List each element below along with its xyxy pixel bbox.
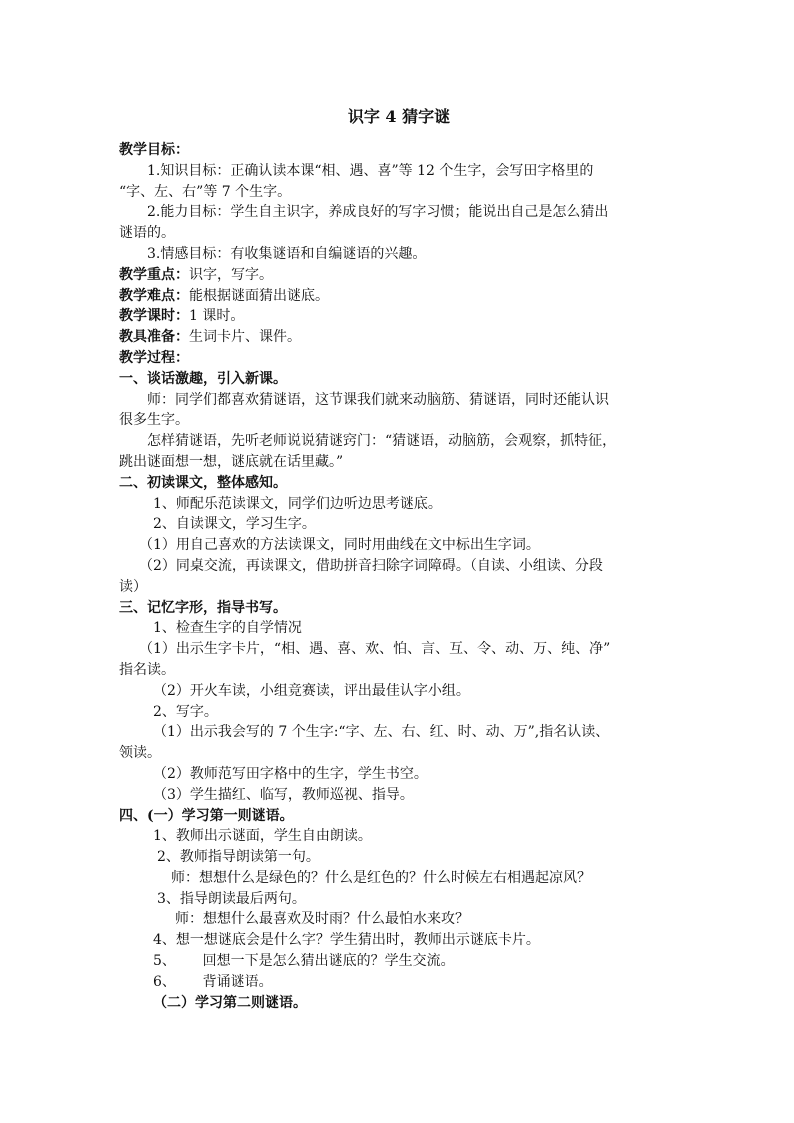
section-2-item-2-2-line-1: （2）同桌交流，再读课文，借助拼音扫除字词障碍。（自读、小组读、分段: [139, 557, 603, 574]
class-hours-label: 教学课时：: [119, 308, 189, 325]
key-points-text: 识字，写字。: [189, 266, 273, 283]
section-2-item-2: 2、自读课文，学习生字。: [153, 516, 316, 533]
difficult-points-text: 能根据谜面猜出谜底。: [189, 287, 329, 304]
section-3-item-2-3: （3）学生描红、临写，教师巡视、指导。: [153, 786, 414, 803]
goal-1-line-1: 1.知识目标：正确认读本课“相、遇、喜”等 12 个生字，会写田字格里的: [147, 162, 594, 179]
section-3-item-2-2: （2）教师范写田字格中的生字，学生书空。: [153, 765, 428, 782]
goal-2-line-2: 谜语的。: [119, 225, 175, 242]
key-points-label: 教学重点：: [119, 266, 189, 283]
section-4-item-4: 4、想一想谜底会是什么字？学生猜出时，教师出示谜底卡片。: [153, 932, 540, 949]
section-4-item-3: 3、指导朗读最后两句。: [157, 890, 306, 907]
section-3-item-2-1-line-2: 领读。: [119, 745, 161, 762]
section-1-para-1-line-2: 很多生字。: [119, 412, 189, 429]
section-4-item-5: 5、 回想一下是怎么猜出谜底的？学生交流。: [153, 953, 455, 970]
section-1-para-2-line-2: 跳出谜面想一想，谜底就在话里藏。”: [119, 453, 344, 470]
section-1-para-1-line-1: 师：同学们都喜欢猜谜语，这节课我们就来动脑筋、猜谜语，同时还能认识: [147, 391, 609, 408]
section-3-item-1: 1、检查生字的自学情况: [153, 620, 302, 637]
key-points: [119, 265, 679, 286]
section-4-item-2-question: 师：想想什么是绿色的？什么是红色的？什么时候左右相遇起凉风？: [171, 869, 591, 886]
teaching-aids-text: 生词卡片、课件。: [189, 329, 301, 346]
goal-3: 3.情感目标：有收集谜语和自编谜语的兴趣。: [147, 245, 427, 262]
difficult-points-label: 教学难点：: [119, 287, 189, 304]
teaching-aids-label: 教具准备：: [119, 329, 189, 346]
goals-heading: 教学目标：: [119, 142, 189, 158]
class-hours: [119, 306, 679, 327]
section-3-item-1-1-line-1: （1）出示生字卡片，“相、遇、喜、欢、怕、言、互、令、动、万、纯、净”: [139, 641, 611, 658]
section-4-part-2-heading: （二）学习第二则谜语。: [153, 994, 307, 1011]
process-heading: 教学过程：: [119, 349, 189, 366]
section-3-item-1-1-line-2: 指名读。: [119, 661, 175, 678]
goal-2-line-1: 2.能力目标：学生自主识字，养成良好的写字习惯；能说出自己是怎么猜出: [147, 204, 609, 221]
section-4-item-6: 6、 背诵谜语。: [153, 973, 273, 990]
section-1-heading: 一、谈话激趣，引入新课。: [119, 370, 287, 387]
section-3-heading: 三、记忆字形，指导书写。: [119, 599, 287, 616]
section-2-item-2-2-line-2: 读）: [119, 578, 147, 595]
document-body: [119, 106, 679, 1013]
section-2-item-2-1: （1）用自己喜欢的方法读课文，同时用曲线在文中标出生字词。: [139, 537, 540, 554]
section-1-para-2-line-1: 怎样猜谜语，先听老师说说猜谜窍门：“猜谜语，动脑筋，会观察，抓特征，: [147, 433, 617, 450]
goal-1-line-2: “字、左、右”等 7 个生字。: [119, 183, 292, 200]
difficult-points: [119, 286, 679, 307]
section-3-item-2-1-line-1: （1）出示我会写的 7 个生字:“字、左、右、红、时、动、万”,指名认读、: [153, 724, 610, 741]
section-4-item-3-question: 师：想想什么最喜欢及时雨？什么最怕水来攻？: [175, 911, 469, 928]
class-hours-text: 1 课时。: [189, 308, 245, 325]
section-3-item-2: 2、写字。: [153, 703, 218, 720]
section-2-item-1: 1、师配乐范读课文，同学们边听边思考谜底。: [153, 495, 442, 512]
section-4-heading: 四、(一）学习第一则谜语。: [119, 807, 294, 824]
section-4-item-1: 1、教师出示谜面，学生自由朗读。: [153, 828, 372, 845]
teaching-aids: [119, 327, 679, 348]
section-3-item-1-2: （2）开火车读，小组竞赛读，评出最佳认字小组。: [153, 682, 470, 699]
page-title: 识字 4 猜字谜: [347, 107, 451, 126]
section-4-item-2: 2、教师指导朗读第一句。: [157, 849, 320, 866]
section-2-heading: 二、初读课文，整体感知。: [119, 474, 287, 491]
